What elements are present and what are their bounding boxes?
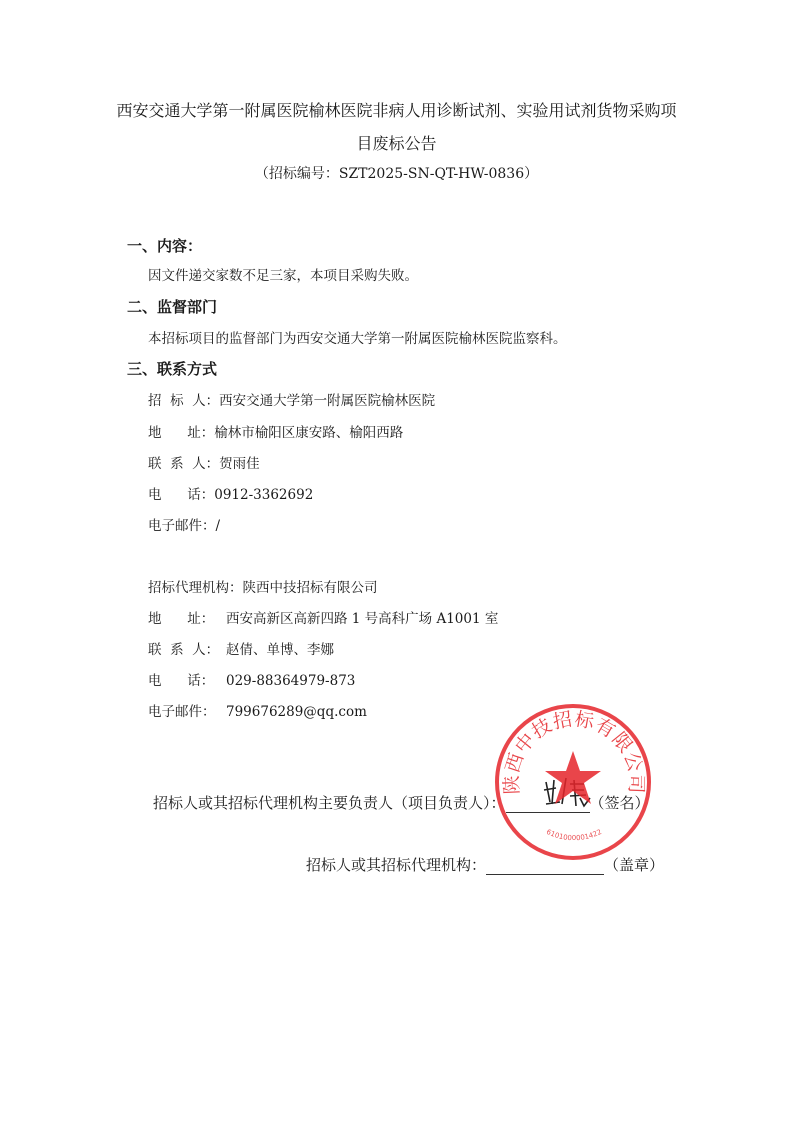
section-supervision-heading: 二、监督部门 — [127, 298, 218, 316]
agency-address-row — [148, 607, 498, 627]
agency-email-row — [148, 700, 367, 720]
agency-address-label: 地 址： — [148, 611, 215, 627]
agency-name: 陕西中技招标有限公司 — [242, 580, 378, 596]
announcement-title-line1: 西安交通大学第一附属医院榆林医院非病人用诊断试剂、实验用试剂货物采购项 — [116, 101, 677, 120]
agency-seal-label: 招标人或其招标代理机构： — [306, 856, 487, 874]
buyer-phone-label: 电 话： — [148, 487, 215, 503]
agency-name-row — [148, 576, 378, 596]
agency-contact-label: 联 系 人： — [148, 642, 220, 658]
seal-text: 陕西中技招标有限公司 — [500, 708, 648, 795]
agency-phone-row — [148, 669, 355, 689]
principal-label: 招标人或其招标代理机构主要负责人（项目负责人）： — [153, 794, 506, 812]
buyer-name: 西安交通大学第一附属医院榆林医院 — [219, 393, 436, 409]
agency-contact: 赵倩、单博、李娜 — [226, 642, 334, 658]
buyer-phone-row — [148, 483, 313, 503]
buyer-contact-row — [148, 452, 260, 472]
buyer-contact-label: 联 系 人： — [148, 456, 220, 472]
buyer-address: 榆林市榆阳区康安路、榆阳西路 — [214, 425, 404, 441]
agency-email: 799676289@qq.com — [226, 704, 367, 720]
section-content-text: 因文件递交家数不足三家，本项目采购失败。 — [148, 268, 418, 284]
agency-name-label: 招标代理机构： — [148, 580, 243, 596]
section-content-heading: 一、内容： — [127, 237, 203, 255]
agency-phone: 029-88364979-873 — [226, 673, 356, 689]
announcement-title-line2: 目废标公告 — [356, 134, 437, 153]
agency-phone-label: 电 话： — [148, 673, 215, 689]
principal-suffix: （签名） — [589, 794, 650, 812]
buyer-address-row — [148, 421, 403, 441]
buyer-email-label: 电子邮件： — [148, 518, 216, 534]
buyer-contact: 贺雨佳 — [219, 456, 260, 472]
agency-address: 西安高新区高新四路 1 号高科广场 A1001 室 — [226, 611, 499, 627]
buyer-email-row — [148, 514, 220, 534]
section-supervision-text: 本招标项目的监督部门为西安交通大学第一附属医院榆林医院监察科。 — [148, 331, 567, 347]
agency-email-label: 电子邮件： — [148, 704, 216, 720]
buyer-name-row — [148, 389, 435, 409]
buyer-phone: 0912-3362692 — [214, 487, 314, 503]
seal-code: 6101000001422 — [545, 827, 603, 843]
agency-contact-row — [148, 638, 334, 658]
buyer-email: / — [215, 518, 221, 534]
buyer-address-label: 地 址： — [148, 425, 215, 441]
agency-seal-suffix: （盖章） — [604, 856, 665, 874]
section-contact-heading: 三、联系方式 — [127, 360, 218, 378]
buyer-name-label: 招 标 人： — [148, 393, 220, 409]
tender-number: （招标编号：SZT2025-SN-QT-HW-0836） — [254, 166, 539, 182]
company-seal — [494, 703, 652, 861]
svg-text:6101000001422 — [545, 828, 603, 842]
